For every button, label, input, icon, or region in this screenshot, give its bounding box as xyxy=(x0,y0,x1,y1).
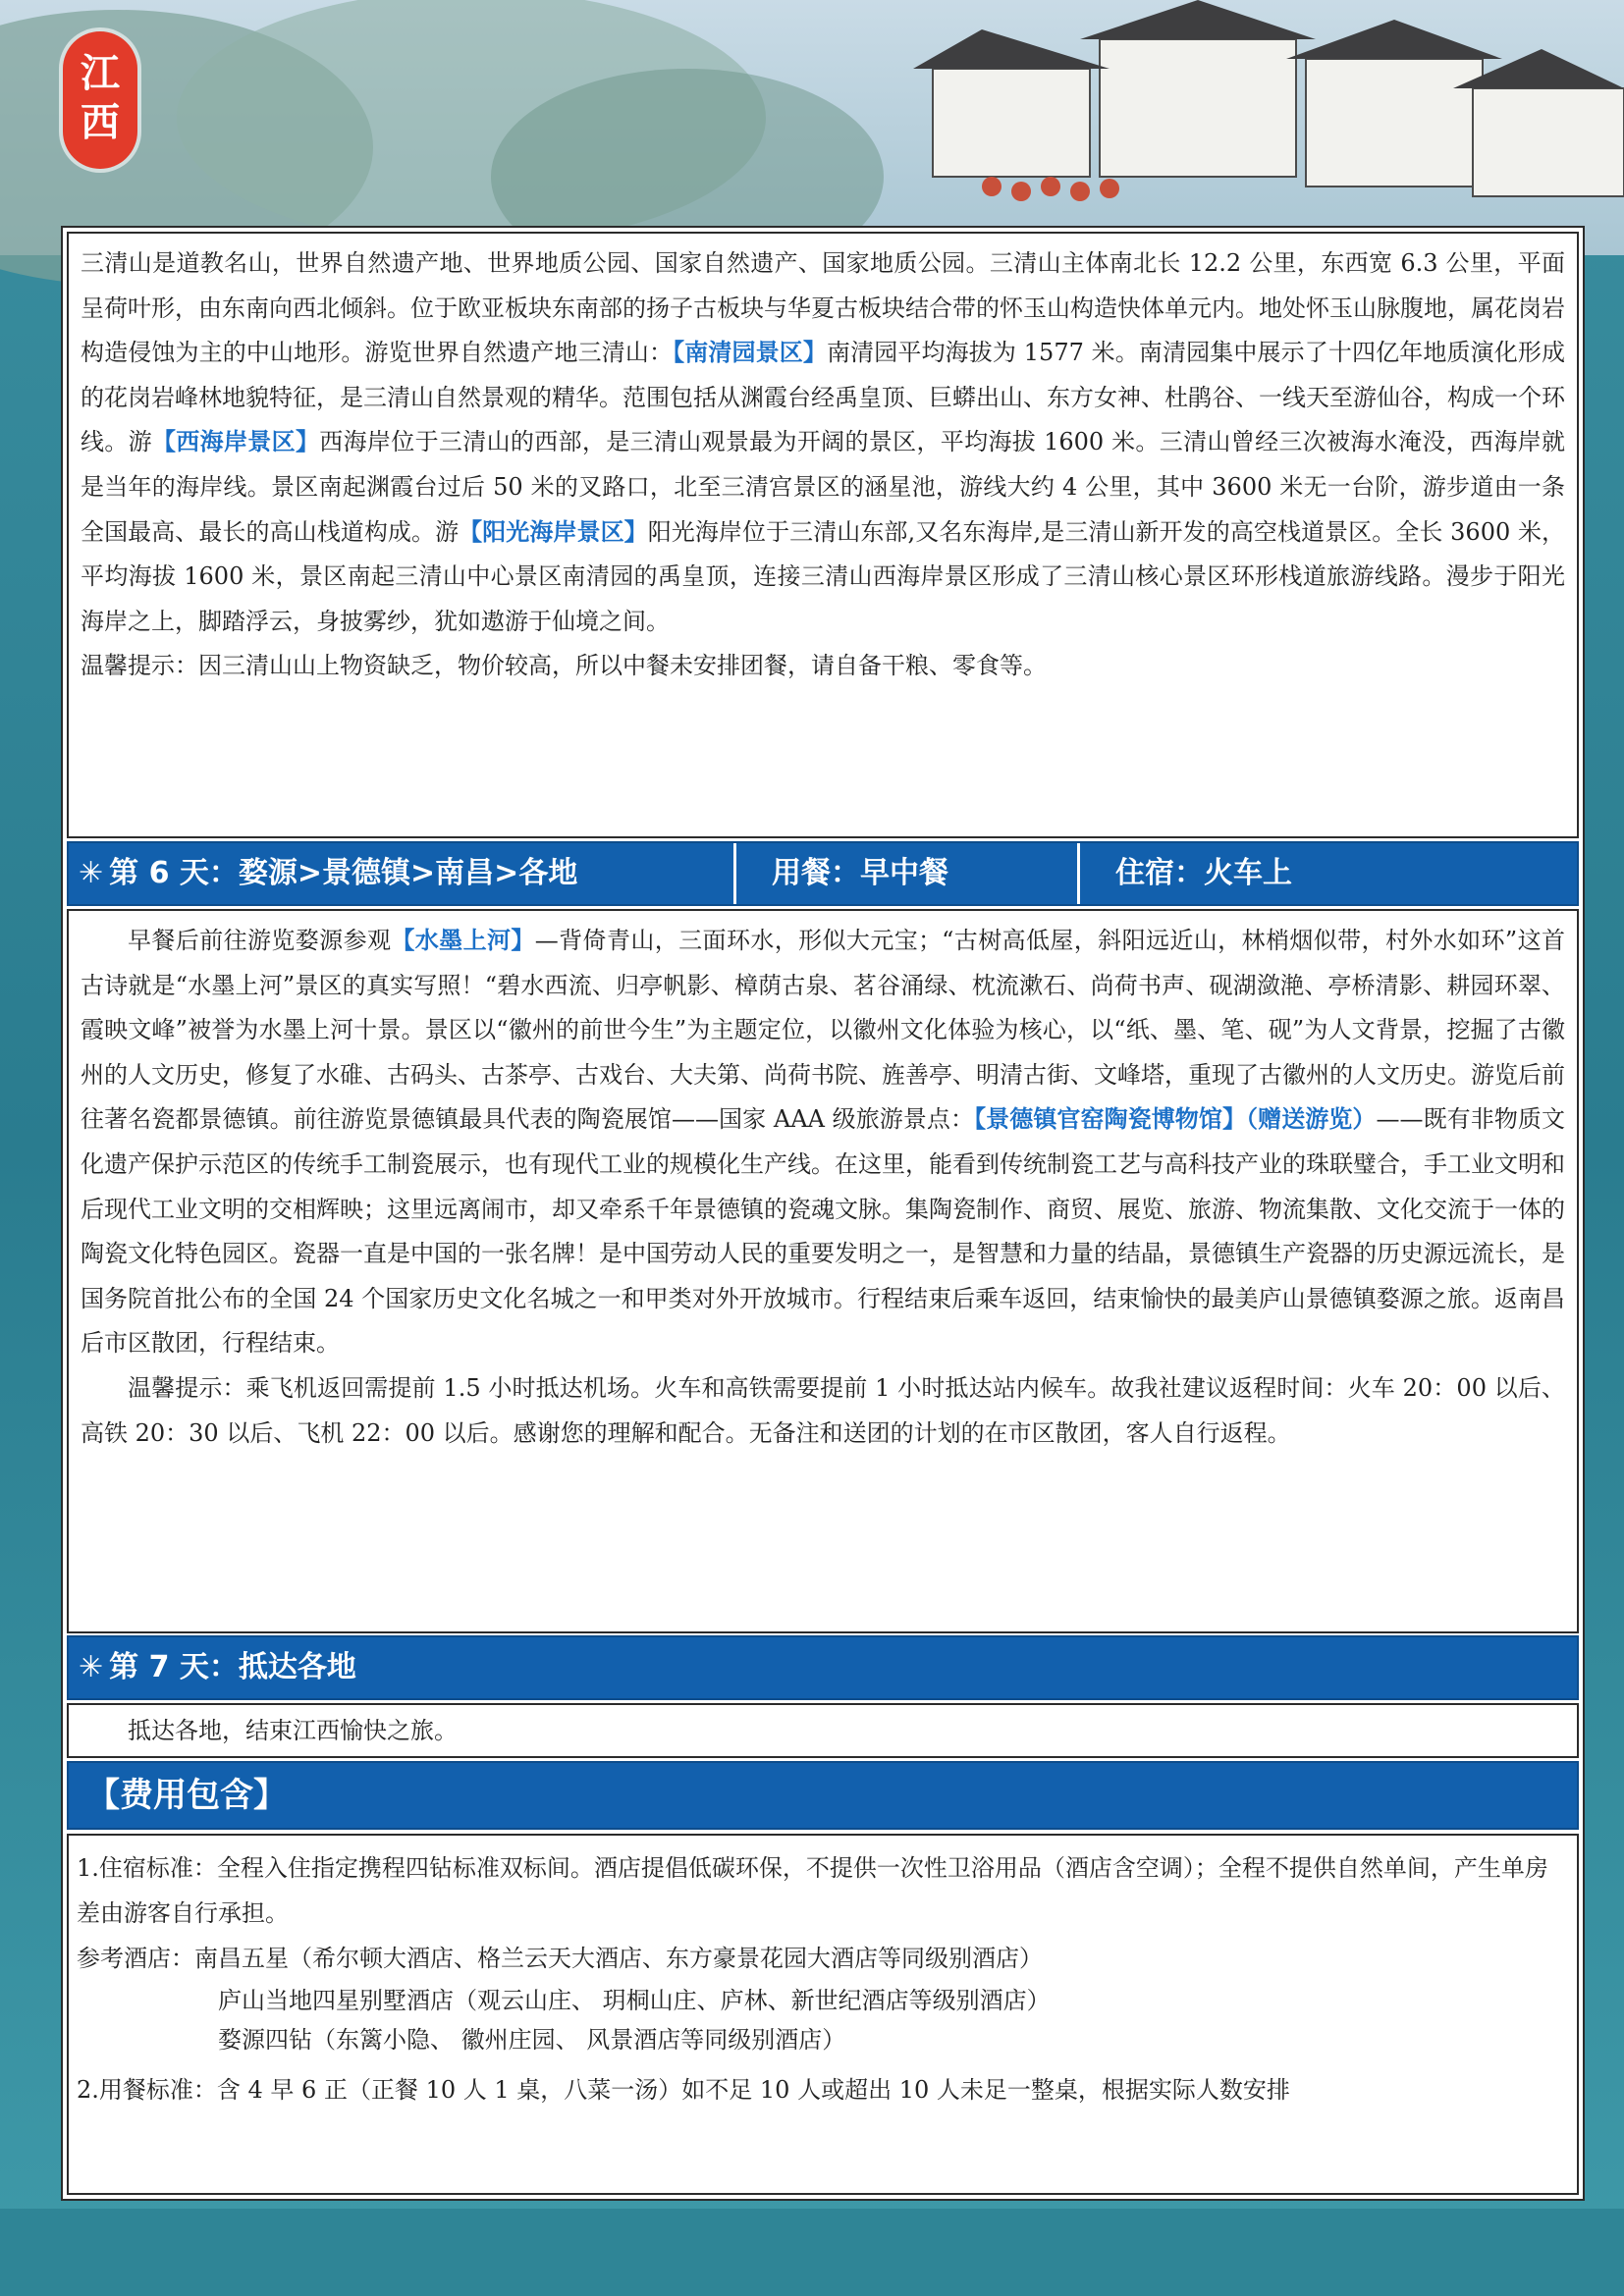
fees-header: 【费用包含】 xyxy=(67,1761,1579,1830)
highlight-yangguanghaian: 【阳光海岸景区】 xyxy=(459,517,648,546)
day7-body xyxy=(67,1703,1579,1758)
fee-ref-lushan: 庐山当地四星别墅酒店（观云山庄、 玥桐山庄、庐林、新世纪酒店等级别酒店） xyxy=(218,1987,1051,2014)
text-run: 南清园平均海拔为 1577 米。南清园集中展示了十四亿年地质演化形成的花岗岩峰林地貌特征，是三清山自然景观的精华。范围包括从渊霞台经禹皇顶、巨蟒出山、东方女神、杜鹃谷、一线天至游仙谷，构成一个环线。游 xyxy=(81,339,1566,456)
seal-char-2: 西 xyxy=(81,99,120,145)
fee-lodging: 1.住宿标准：全程入住指定携程四钻标准双标间。酒店提倡低碳环保，不提供一次性卫浴用品（酒店含空调）；全程不提供自然单间，产生单房差由游客自行承担。 xyxy=(77,1854,1548,1927)
region-seal xyxy=(63,31,137,169)
text-run: 早餐后前往游览婺源参观 xyxy=(128,927,392,954)
fee-meals: 2.用餐标准：含 4 早 6 正（正餐 10 人 1 桌，八菜一汤）如不足 10 人或超出 10 人未足一整桌，根据实际人数安排 xyxy=(77,2076,1290,2104)
day7-text: 抵达各地，结束江西愉快之旅。 xyxy=(128,1717,458,1744)
text-run: 三清山是道教名山，世界自然遗产地、世界地质公园、国家自然遗产、国家地质公园。三清山主体南北长 12.2 公里，东西宽 6.3 公里，平面呈荷叶形，由东南向西北倾斜。位于欧亚板块东南部的扬子古板块与华夏古板块结合带的怀玉山构造快体单元内。地处怀玉山脉腹地，属花岗岩构造侵蚀为主的中山地形。游览世界自然遗产地三清山： xyxy=(81,249,1565,367)
day6-title-cell xyxy=(69,843,736,904)
day7-header xyxy=(67,1635,1579,1700)
text-run: 阳光海岸位于三清山东部,又名东海岸,是三清山新开发的高空栈道景区。全长 3600 米，平均海拔 1600 米，景区南起三清山中心景区南清园的禹皇顶，连接三清山西海岸景区形成了三清山核心景区环形栈道旅游线路。漫步于阳光海岸之上，脚踏浮云，身披雾纱，犹如遨游于仙境之间。 xyxy=(81,517,1566,635)
text-run: ——既有非物质文化遗产保护示范区的传统手工制瓷展示，也有现代工业的规模化生产线。在这里，能看到传统制瓷工艺与高科技产业的珠联璧合，手工业文明和后现代工业文明的交相辉映；这里远离闹市，却又牵系千年景德镇的瓷魂文脉。集陶瓷制作、商贸、展览、旅游、物流集散、文化交流于一体的陶瓷文化特色园区。瓷器一直是中国的一张名牌！是中国劳动人民的重要发明之一，是智慧和力量的结晶，景德镇生产瓷器的历史源远流长，是国务院首批公布的全国 24 个国家历史文化名城之一和甲类对外开放城市。行程结束后乘车返回，结束愉快的最美庐山景德镇婺源之旅。返南昌后市区散团，行程结束。 xyxy=(81,1105,1565,1358)
fee-ref-hotels: 参考酒店：南昌五星（希尔顿大酒店、格兰云天大酒店、东方豪景花园大酒店等同级别酒店） xyxy=(77,1945,1043,1972)
highlight-porcelain-museum: 【景德镇官窑陶瓷博物馆】（赠送游览） xyxy=(974,1105,1377,1134)
day6-description xyxy=(81,919,1565,1366)
fees-body xyxy=(67,1834,1579,2195)
day7-title-cell xyxy=(69,1637,356,1698)
text-run: 西海岸位于三清山的西部，是三清山观景最为开阔的景区，平均海拔 1600 米。三清山曾经三次被海水淹没，西海岸就是当年的海岸线。景区南起渊霞台过后 50 米的叉路口，北至三清宫景区的涵星池，游线大约 4 公里，其中 3600 米无一台阶，游步道由一条全国最高、最长的高山栈道构成。游 xyxy=(81,428,1565,546)
asterisk-icon: ✳ xyxy=(79,1650,104,1684)
day6-header xyxy=(67,841,1579,906)
fee-ref-wuyuan: 婺源四钻（东篱小隐、 徽州庄园、 风景酒店等同级别酒店） xyxy=(218,2026,846,2054)
day6-body xyxy=(67,909,1579,1633)
day6-title: 第 6 天：婺源>景德镇>南昌>各地 xyxy=(109,856,578,890)
asterisk-icon: ✳ xyxy=(79,856,104,890)
highlight-xihaian: 【西海岸景区】 xyxy=(151,428,320,456)
itinerary-content xyxy=(61,226,1585,2201)
day5-description xyxy=(81,241,1565,644)
day5-tip: 温馨提示：因三清山山上物资缺乏，物价较高，所以中餐未安排团餐，请自备干粮、零食等。 xyxy=(81,652,1047,680)
day7-title: 第 7 天：抵达各地 xyxy=(109,1650,356,1684)
day6-tip: 温馨提示：乘飞机返回需提前 1.5 小时抵达机场。火车和高铁需要提前 1 小时抵达站内候车。故我社建议返程时间：火车 20：00 以后、高铁 20：30 以后、飞机 22：00 以后。感谢您的理解和配合。无备注和送团的计划的在市区散团，客人自行返程。 xyxy=(81,1373,1565,1447)
day6-meal: 用餐：早中餐 xyxy=(736,843,1080,904)
highlight-nanqingyuan: 【南清园景区】 xyxy=(673,339,828,367)
day5-body xyxy=(67,232,1579,838)
day6-hotel: 住宿：火车上 xyxy=(1115,856,1292,890)
seal-char-1: 江 xyxy=(81,50,120,96)
highlight-shuimoshanghe: 【水墨上河】 xyxy=(391,927,535,954)
text-run: —背倚青山，三面环水，形似大元宝；“古树高低屋，斜阳远近山，林梢烟似带，村外水如环”这首古诗就是“水墨上河”景区的真实写照！“碧水西流、归亭帆影、樟荫古泉、茗谷涌绿、枕流漱石、尚荷书声、砚湖潋滟、亭桥清影、耕园环翠、霞映文峰”被誉为水墨上河十景。景区以“徽州的前世今生”为主题定位，以徽州文化体验为核心，以“纸、墨、笔、砚”为人文背景，挖掘了古徽州的人文历史，修复了水碓、古码头、古茶亭、古戏台、大夫第、尚荷书院、旌善亭、明清古街、文峰塔，重现了古徽州的人文历史。游览后前往著名瓷都景德镇。前往游览景德镇最具代表的陶瓷展馆——国家 AAA 级旅游景点： xyxy=(81,927,1565,1134)
